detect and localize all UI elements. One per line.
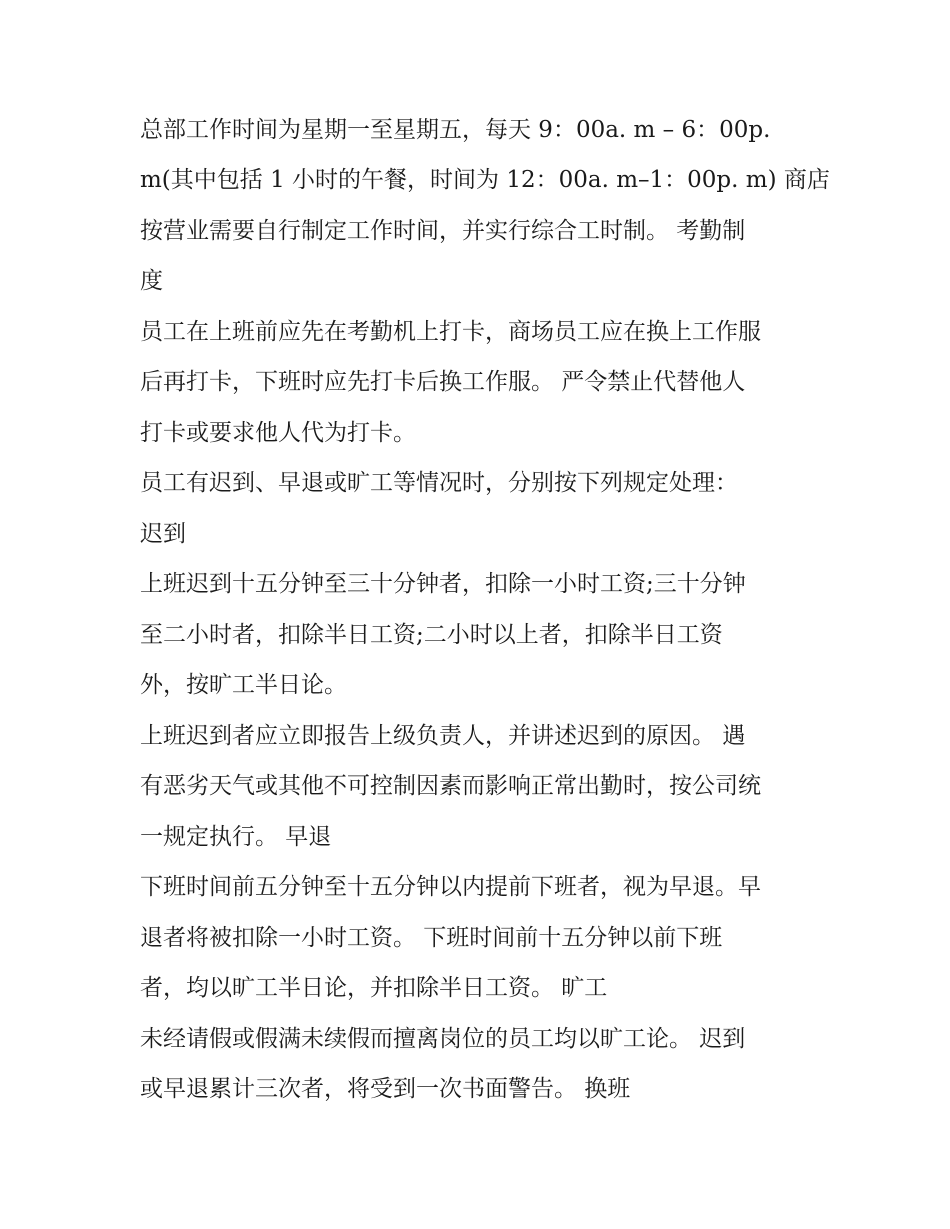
text-line-8: 员工有迟到、早退或旷工等情况时，分别按下列规定处理： [140,470,738,496]
text-line-14: 有恶劣天气或其他不可控制因素而影响正常出勤时，按公司统 [140,773,761,799]
text-line-11: 至二小时者，扣除半日工资;二小时以上者，扣除半日工资 [140,622,723,648]
text-line-2: m(其中包括 1 小时的午餐，时间为 12：00a. m–1：00p. m) 商店 [140,167,830,193]
text-line-13: 上班迟到者应立即报告上级负责人，并讲述迟到的原因。 遇 [140,723,746,749]
text-line-1: 总部工作时间为星期一至星期五，每天 9：00a. m – 6：00p. [140,117,771,143]
text-line-5: 员工在上班前应先在考勤机上打卡，商场员工应在换上工作服 [140,319,761,345]
text-line-4: 度 [140,268,163,294]
text-line-20: 或早退累计三次者，将受到一次书面警告。 换班 [140,1076,631,1102]
text-line-16: 下班时间前五分钟至十五分钟以内提前下班者，视为早退。早 [140,874,761,900]
text-line-17: 退者将被扣除一小时工资。 下班时间前十五分钟以前下班 [140,925,723,951]
text-line-12: 外，按旷工半日论。 [140,672,347,698]
text-line-18: 者，均以旷工半日论，并扣除半日工资。 旷工 [140,975,608,1001]
text-line-7: 打卡或要求他人代为打卡。 [140,420,416,446]
text-line-6: 后再打卡，下班时应先打卡后换工作服。 严令禁止代替他人 [140,369,746,395]
text-line-3: 按营业需要自行制定工作时间，并实行综合工时制。 考勤制 [140,218,746,244]
text-line-9: 迟到 [140,521,186,547]
text-line-10: 上班迟到十五分钟至三十分钟者，扣除一小时工资;三十分钟 [140,571,746,597]
text-line-19: 未经请假或假满未续假而擅离岗位的员工均以旷工论。 迟到 [140,1026,746,1052]
text-line-15: 一规定执行。 早退 [140,824,332,850]
